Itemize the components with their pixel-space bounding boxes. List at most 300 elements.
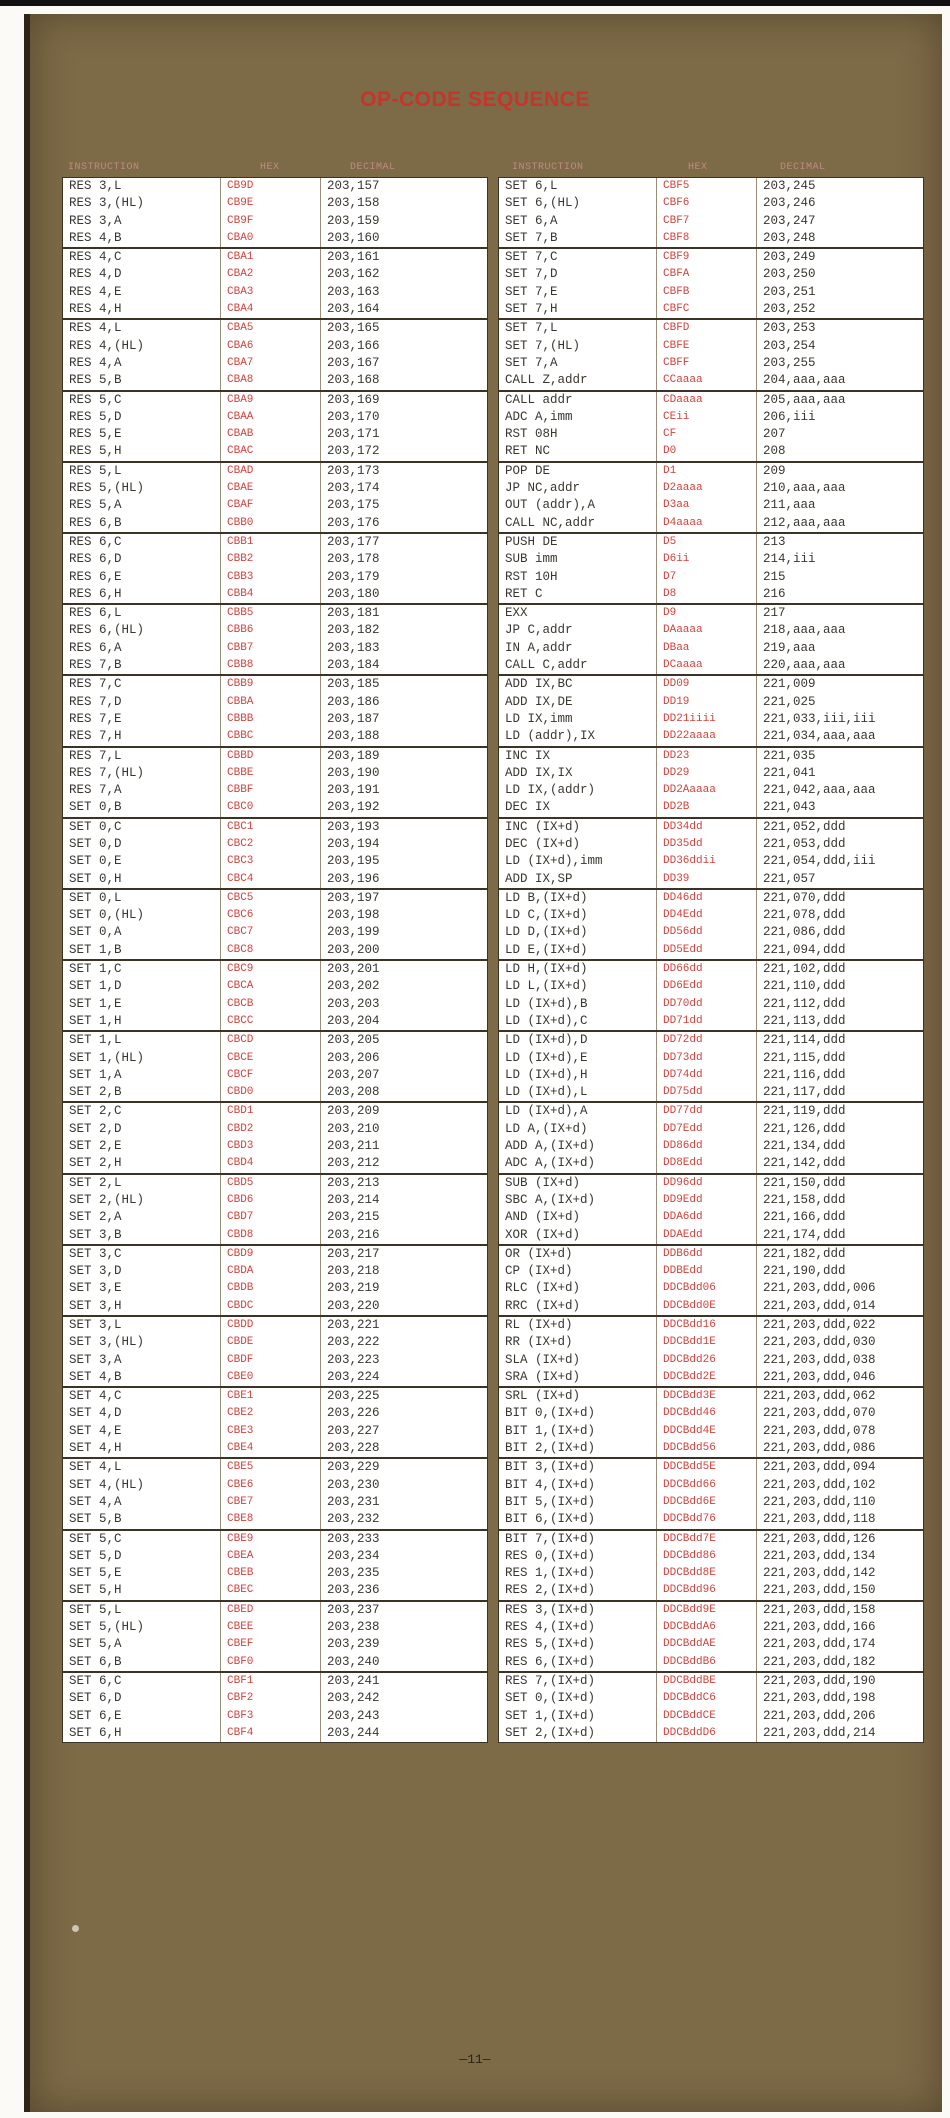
instruction-cell: RES 7,A xyxy=(63,782,221,799)
instruction-cell: LD (IX+d),L xyxy=(499,1084,657,1101)
table-row xyxy=(499,1032,923,1049)
table-row xyxy=(63,1317,487,1334)
table-row xyxy=(499,301,923,318)
hex-cell: DD66dd xyxy=(657,961,757,978)
table-row xyxy=(63,463,487,480)
table-row xyxy=(499,551,923,568)
hex-cell: CBE5 xyxy=(221,1459,321,1476)
table-row xyxy=(499,392,923,409)
instruction-cell: SET 0,(IX+d) xyxy=(499,1690,657,1707)
table-row xyxy=(63,569,487,586)
right-header-hex: HEX xyxy=(688,161,708,173)
hex-cell: CBE1 xyxy=(221,1388,321,1405)
instruction-cell: CALL addr xyxy=(499,392,657,409)
hex-cell: CBA4 xyxy=(221,301,321,318)
table-row xyxy=(499,1477,923,1494)
table-row xyxy=(63,301,487,318)
hex-cell: D4aaaa xyxy=(657,515,757,532)
table-row xyxy=(499,372,923,389)
hex-cell: CBC9 xyxy=(221,961,321,978)
instruction-cell: RL (IX+d) xyxy=(499,1317,657,1334)
hex-cell: CBF3 xyxy=(221,1708,321,1725)
instruction-cell: SET 6,E xyxy=(63,1708,221,1725)
instruction-cell: SET 1,H xyxy=(63,1013,221,1030)
table-row xyxy=(499,1121,923,1138)
row-group xyxy=(63,748,487,819)
table-row xyxy=(63,1013,487,1030)
instruction-cell: SET 4,C xyxy=(63,1388,221,1405)
decimal-cell: 203,179 xyxy=(327,569,380,584)
instruction-cell: RES 4,B xyxy=(63,230,221,247)
instruction-cell: RES 1,(IX+d) xyxy=(499,1565,657,1582)
decimal-cell: 217 xyxy=(763,606,786,621)
table-row xyxy=(63,978,487,995)
instruction-cell: RES 5,(IX+d) xyxy=(499,1636,657,1653)
hex-cell: CBA6 xyxy=(221,338,321,355)
hex-cell: CBAF xyxy=(221,497,321,514)
instruction-cell: OUT (addr),A xyxy=(499,497,657,514)
hex-cell: DDCBdd56 xyxy=(657,1440,757,1457)
decimal-cell: 203,183 xyxy=(327,640,380,655)
instruction-cell: JP NC,addr xyxy=(499,480,657,497)
decimal-cell: 221,119,ddd xyxy=(763,1104,846,1119)
decimal-cell: 203,178 xyxy=(327,552,380,567)
table-row xyxy=(63,320,487,337)
hex-cell: CBEA xyxy=(221,1548,321,1565)
instruction-cell: RES 5,E xyxy=(63,426,221,443)
instruction-cell: SET 0,E xyxy=(63,853,221,870)
instruction-cell: LD (IX+d),E xyxy=(499,1050,657,1067)
decimal-cell: 221,052,ddd xyxy=(763,819,846,834)
instruction-cell: ADD A,(IX+d) xyxy=(499,1138,657,1155)
decimal-cell: 221,203,ddd,094 xyxy=(763,1460,876,1475)
table-row xyxy=(499,1334,923,1351)
hex-cell: DDCBdd46 xyxy=(657,1405,757,1422)
instruction-cell: RES 7,E xyxy=(63,711,221,728)
table-row xyxy=(63,1511,487,1528)
table-row xyxy=(63,266,487,283)
hex-cell: CBF9 xyxy=(657,249,757,266)
table-row xyxy=(499,1619,923,1636)
instruction-cell: LD A,(IX+d) xyxy=(499,1121,657,1138)
table-row xyxy=(63,1477,487,1494)
table-row xyxy=(499,996,923,1013)
decimal-cell: 221,158,ddd xyxy=(763,1192,846,1207)
table-row xyxy=(63,942,487,959)
instruction-cell: SET 3,B xyxy=(63,1227,221,1244)
row-group xyxy=(499,1317,923,1388)
table-row xyxy=(63,1246,487,1263)
table-row xyxy=(499,1192,923,1209)
row-group xyxy=(63,1673,487,1742)
hex-cell: DD72dd xyxy=(657,1032,757,1049)
table-row xyxy=(499,853,923,870)
table-row xyxy=(63,284,487,301)
row-group xyxy=(63,819,487,890)
instruction-cell: RLC (IX+d) xyxy=(499,1280,657,1297)
table-row xyxy=(499,463,923,480)
decimal-cell: 207 xyxy=(763,427,786,442)
row-group xyxy=(499,1388,923,1459)
table-row xyxy=(499,1405,923,1422)
decimal-cell: 203,206 xyxy=(327,1050,380,1065)
instruction-cell: SET 0,H xyxy=(63,871,221,888)
instruction-cell: LD (addr),IX xyxy=(499,728,657,745)
instruction-cell: RES 3,A xyxy=(63,213,221,230)
decimal-cell: 203,209 xyxy=(327,1104,380,1119)
table-row xyxy=(63,1654,487,1671)
hex-cell: DDCBdd9E xyxy=(657,1602,757,1619)
row-group xyxy=(499,890,923,961)
row-group xyxy=(499,320,923,391)
instruction-cell: SET 0,C xyxy=(63,819,221,836)
hex-cell: DDCBdd7E xyxy=(657,1531,757,1548)
instruction-cell: SET 2,L xyxy=(63,1175,221,1192)
left-opcode-table xyxy=(62,177,488,1743)
decimal-cell: 204,aaa,aaa xyxy=(763,373,846,388)
instruction-cell: SET 6,C xyxy=(63,1673,221,1690)
instruction-cell: SET 2,E xyxy=(63,1138,221,1155)
hex-cell: D9 xyxy=(657,605,757,622)
decimal-cell: 203,163 xyxy=(327,284,380,299)
instruction-cell: BIT 3,(IX+d) xyxy=(499,1459,657,1476)
instruction-cell: SET 3,(HL) xyxy=(63,1334,221,1351)
decimal-cell: 221,203,ddd,190 xyxy=(763,1673,876,1688)
hex-cell: DDCBdd26 xyxy=(657,1352,757,1369)
hex-cell: CBBD xyxy=(221,748,321,765)
instruction-cell: SET 0,D xyxy=(63,836,221,853)
hex-cell: DDCBddCE xyxy=(657,1708,757,1725)
table-row xyxy=(63,890,487,907)
table-row xyxy=(499,1511,923,1528)
row-group xyxy=(499,961,923,1032)
instruction-cell: SET 1,A xyxy=(63,1067,221,1084)
row-group xyxy=(63,320,487,391)
decimal-cell: 221,203,ddd,174 xyxy=(763,1637,876,1652)
hex-cell: CBB9 xyxy=(221,676,321,693)
hex-cell: CBA7 xyxy=(221,355,321,372)
table-row xyxy=(63,1405,487,1422)
decimal-cell: 203,194 xyxy=(327,836,380,851)
hex-cell: DDCBddD6 xyxy=(657,1725,757,1742)
decimal-cell: 221,203,ddd,038 xyxy=(763,1352,876,1367)
instruction-cell: LD (IX+d),imm xyxy=(499,853,657,870)
table-row xyxy=(63,1494,487,1511)
table-row xyxy=(499,586,923,603)
instruction-cell: BIT 5,(IX+d) xyxy=(499,1494,657,1511)
instruction-cell: SET 5,E xyxy=(63,1565,221,1582)
row-group xyxy=(63,178,487,249)
instruction-cell: LD IX,(addr) xyxy=(499,782,657,799)
table-row xyxy=(499,480,923,497)
table-row xyxy=(499,1050,923,1067)
table-row xyxy=(499,1209,923,1226)
decimal-cell: 210,aaa,aaa xyxy=(763,481,846,496)
decimal-cell: 221,034,aaa,aaa xyxy=(763,729,876,744)
instruction-cell: DEC IX xyxy=(499,799,657,816)
decimal-cell: 221,203,ddd,102 xyxy=(763,1477,876,1492)
table-row xyxy=(499,1725,923,1742)
instruction-cell: ADC A,(IX+d) xyxy=(499,1155,657,1172)
instruction-cell: SET 5,B xyxy=(63,1511,221,1528)
table-row xyxy=(63,640,487,657)
decimal-cell: 221,203,ddd,158 xyxy=(763,1602,876,1617)
hex-cell: CBDA xyxy=(221,1263,321,1280)
decimal-cell: 221,057 xyxy=(763,871,816,886)
hex-cell: CB9E xyxy=(221,195,321,212)
instruction-cell: SET 7,L xyxy=(499,320,657,337)
hex-cell: DD19 xyxy=(657,694,757,711)
hex-cell: DD9Edd xyxy=(657,1192,757,1209)
decimal-cell: 203,221 xyxy=(327,1318,380,1332)
table-row xyxy=(63,853,487,870)
decimal-cell: 221,054,ddd,iii xyxy=(763,854,876,869)
instruction-cell: SET 6,B xyxy=(63,1654,221,1671)
table-row xyxy=(63,1459,487,1476)
hex-cell: CBBE xyxy=(221,765,321,782)
instruction-cell: RES 5,B xyxy=(63,372,221,389)
instruction-cell: RES 4,D xyxy=(63,266,221,283)
decimal-cell: 203,237 xyxy=(327,1602,380,1617)
decimal-cell: 221,203,ddd,046 xyxy=(763,1369,876,1384)
instruction-cell: ADD IX,BC xyxy=(499,676,657,693)
table-row xyxy=(499,1565,923,1582)
instruction-cell: BIT 6,(IX+d) xyxy=(499,1511,657,1528)
hex-cell: CBD4 xyxy=(221,1155,321,1172)
hex-cell: CBB4 xyxy=(221,586,321,603)
decimal-cell: 203,192 xyxy=(327,800,380,815)
hex-cell: D0 xyxy=(657,443,757,460)
hex-cell: CBBC xyxy=(221,728,321,745)
hex-cell: CBA8 xyxy=(221,372,321,389)
table-row xyxy=(63,1084,487,1101)
decimal-cell: 221,203,ddd,142 xyxy=(763,1566,876,1581)
decimal-cell: 203,243 xyxy=(327,1708,380,1723)
hex-cell: DD7Edd xyxy=(657,1121,757,1138)
table-row xyxy=(63,1388,487,1405)
decimal-cell: 203,203 xyxy=(327,996,380,1011)
instruction-cell: RES 6,H xyxy=(63,586,221,603)
instruction-cell: SET 3,D xyxy=(63,1263,221,1280)
instruction-cell: SET 1,L xyxy=(63,1032,221,1049)
decimal-cell: 203,247 xyxy=(763,213,816,228)
table-row xyxy=(63,372,487,389)
decimal-cell: 203,231 xyxy=(327,1494,380,1509)
hex-cell: CBC2 xyxy=(221,836,321,853)
decimal-cell: 203,171 xyxy=(327,427,380,442)
table-row xyxy=(499,1352,923,1369)
hex-cell: CBD9 xyxy=(221,1246,321,1263)
hex-cell: DDCBdd06 xyxy=(657,1280,757,1297)
table-row xyxy=(63,799,487,816)
hex-cell: CBFF xyxy=(657,355,757,372)
instruction-cell: SET 4,E xyxy=(63,1423,221,1440)
row-group xyxy=(63,676,487,747)
row-group xyxy=(63,1531,487,1602)
hex-cell: CBEE xyxy=(221,1619,321,1636)
decimal-cell: 221,203,ddd,070 xyxy=(763,1406,876,1421)
instruction-cell: SET 4,D xyxy=(63,1405,221,1422)
table-row xyxy=(499,799,923,816)
hex-cell: DD09 xyxy=(657,676,757,693)
instruction-cell: LD H,(IX+d) xyxy=(499,961,657,978)
table-row xyxy=(63,748,487,765)
table-row xyxy=(63,1298,487,1315)
hex-cell: CEii xyxy=(657,409,757,426)
table-row xyxy=(499,1317,923,1334)
table-row xyxy=(63,392,487,409)
decimal-cell: 203,210 xyxy=(327,1121,380,1136)
row-group xyxy=(499,1103,923,1174)
instruction-cell: RES 7,B xyxy=(63,657,221,674)
table-row xyxy=(499,1280,923,1297)
row-group xyxy=(499,392,923,463)
hex-cell: DD4Edd xyxy=(657,907,757,924)
hex-cell: CDaaaa xyxy=(657,392,757,409)
table-row xyxy=(499,534,923,551)
hex-cell: CBBF xyxy=(221,782,321,799)
instruction-cell: LD (IX+d),A xyxy=(499,1103,657,1120)
hex-cell: CBB8 xyxy=(221,657,321,674)
instruction-cell: SET 5,L xyxy=(63,1602,221,1619)
hex-cell: CBAE xyxy=(221,480,321,497)
decimal-cell: 203,172 xyxy=(327,444,380,459)
decimal-cell: 203,238 xyxy=(327,1620,380,1635)
hex-cell: DDCBdd86 xyxy=(657,1548,757,1565)
instruction-cell: RES 6,L xyxy=(63,605,221,622)
decimal-cell: 203,230 xyxy=(327,1477,380,1492)
decimal-cell: 203,173 xyxy=(327,463,380,478)
table-row xyxy=(499,497,923,514)
instruction-cell: SET 5,A xyxy=(63,1636,221,1653)
instruction-cell: RES 4,C xyxy=(63,249,221,266)
instruction-cell: SET 2,B xyxy=(63,1084,221,1101)
decimal-cell: 203,158 xyxy=(327,196,380,211)
instruction-cell: SET 7,A xyxy=(499,355,657,372)
instruction-cell: SET 2,(IX+d) xyxy=(499,1725,657,1742)
decimal-cell: 203,255 xyxy=(763,355,816,370)
decimal-cell: 221,114,ddd xyxy=(763,1033,846,1048)
row-group xyxy=(499,605,923,676)
hex-cell: CBB0 xyxy=(221,515,321,532)
hex-cell: DD29 xyxy=(657,765,757,782)
table-row xyxy=(63,1175,487,1192)
decimal-cell: 203,159 xyxy=(327,213,380,228)
table-row xyxy=(63,1192,487,1209)
table-row xyxy=(63,782,487,799)
row-group xyxy=(499,1175,923,1246)
hex-cell: CBAD xyxy=(221,463,321,480)
table-row xyxy=(499,1227,923,1244)
hex-cell: DD34dd xyxy=(657,819,757,836)
table-row xyxy=(499,1388,923,1405)
row-group xyxy=(63,463,487,534)
decimal-cell: 203,219 xyxy=(327,1281,380,1296)
decimal-cell: 203,244 xyxy=(327,1725,380,1740)
row-group xyxy=(499,1032,923,1103)
decimal-cell: 221,203,ddd,126 xyxy=(763,1531,876,1546)
table-row xyxy=(499,1175,923,1192)
right-header-row xyxy=(498,158,922,176)
instruction-cell: CALL C,addr xyxy=(499,657,657,674)
instruction-cell: BIT 7,(IX+d) xyxy=(499,1531,657,1548)
decimal-cell: 203,185 xyxy=(327,677,380,692)
instruction-cell: RES 5,(HL) xyxy=(63,480,221,497)
decimal-cell: 221,203,ddd,110 xyxy=(763,1494,876,1509)
decimal-cell: 203,218 xyxy=(327,1264,380,1279)
instruction-cell: RRC (IX+d) xyxy=(499,1298,657,1315)
row-group xyxy=(499,534,923,605)
instruction-cell: SET 3,H xyxy=(63,1298,221,1315)
hex-cell: CBD7 xyxy=(221,1209,321,1226)
table-row xyxy=(499,728,923,745)
decimal-cell: 221,203,ddd,198 xyxy=(763,1691,876,1706)
decimal-cell: 203,166 xyxy=(327,338,380,353)
hex-cell: CBAA xyxy=(221,409,321,426)
table-row xyxy=(499,657,923,674)
instruction-cell: SET 1,C xyxy=(63,961,221,978)
hex-cell: DAaaaa xyxy=(657,622,757,639)
table-row xyxy=(63,1334,487,1351)
instruction-cell: RST 10H xyxy=(499,569,657,586)
instruction-cell: SET 4,A xyxy=(63,1494,221,1511)
table-row xyxy=(499,443,923,460)
decimal-cell: 203,177 xyxy=(327,534,380,549)
instruction-cell: LD (IX+d),C xyxy=(499,1013,657,1030)
hex-cell: DD77dd xyxy=(657,1103,757,1120)
table-row xyxy=(499,1103,923,1120)
decimal-cell: 221,102,ddd xyxy=(763,962,846,977)
table-row xyxy=(63,605,487,622)
decimal-cell: 203,217 xyxy=(327,1246,380,1261)
table-row xyxy=(63,676,487,693)
table-row xyxy=(499,426,923,443)
instruction-cell: LD (IX+d),B xyxy=(499,996,657,1013)
table-row xyxy=(63,1121,487,1138)
instruction-cell: SET 5,(HL) xyxy=(63,1619,221,1636)
instruction-cell: ADD IX,DE xyxy=(499,694,657,711)
table-row xyxy=(63,1155,487,1172)
table-row xyxy=(499,1067,923,1084)
table-row xyxy=(63,1582,487,1599)
row-group xyxy=(63,1246,487,1317)
instruction-cell: ADD IX,SP xyxy=(499,871,657,888)
table-row xyxy=(499,907,923,924)
instruction-cell: SUB (IX+d) xyxy=(499,1175,657,1192)
instruction-cell: SET 5,D xyxy=(63,1548,221,1565)
instruction-cell: RES 6,E xyxy=(63,569,221,586)
decimal-cell: 203,248 xyxy=(763,230,816,245)
decimal-cell: 203,222 xyxy=(327,1335,380,1350)
left-header-decimal: DECIMAL xyxy=(350,161,396,173)
instruction-cell: LD E,(IX+d) xyxy=(499,942,657,959)
hex-cell: CBC4 xyxy=(221,871,321,888)
hex-cell: DD8Edd xyxy=(657,1155,757,1172)
instruction-cell: EXX xyxy=(499,605,657,622)
row-group xyxy=(499,1246,923,1317)
hex-cell: DD73dd xyxy=(657,1050,757,1067)
decimal-cell: 221,166,ddd xyxy=(763,1210,846,1225)
decimal-cell: 221,043 xyxy=(763,800,816,815)
table-row xyxy=(63,1531,487,1548)
table-row xyxy=(499,1531,923,1548)
decimal-cell: 203,232 xyxy=(327,1512,380,1527)
decimal-cell: 219,aaa xyxy=(763,640,816,655)
hex-cell: DCaaaa xyxy=(657,657,757,674)
hex-cell: CBBB xyxy=(221,711,321,728)
table-row xyxy=(499,515,923,532)
table-row xyxy=(499,942,923,959)
